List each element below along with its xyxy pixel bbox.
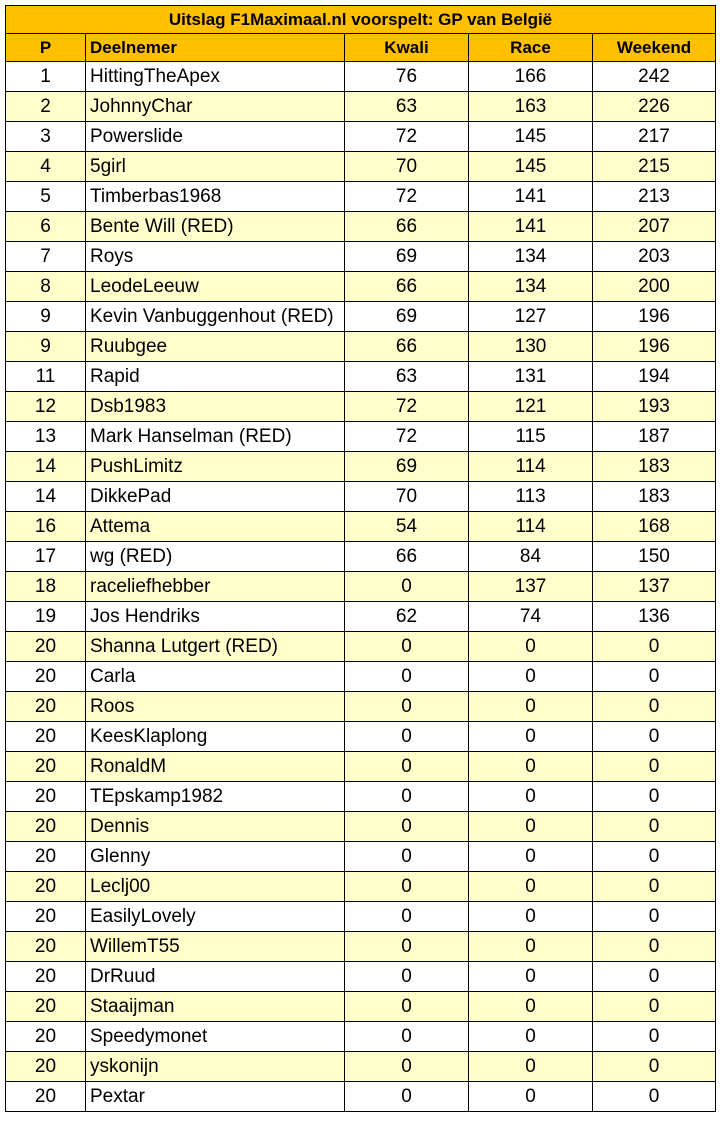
cell-participant: Attema	[86, 512, 345, 542]
cell-weekend: 207	[593, 212, 716, 242]
cell-weekend: 187	[593, 422, 716, 452]
cell-position: 19	[6, 602, 86, 632]
cell-participant: Shanna Lutgert (RED)	[86, 632, 345, 662]
cell-position: 20	[6, 632, 86, 662]
cell-participant: Roos	[86, 692, 345, 722]
table-row	[6, 632, 716, 662]
cell-weekend: 0	[593, 662, 716, 692]
cell-participant: JohnnyChar	[86, 92, 345, 122]
cell-race: 0	[469, 902, 593, 932]
cell-participant: Mark Hanselman (RED)	[86, 422, 345, 452]
cell-kwali: 0	[345, 692, 469, 722]
cell-kwali: 76	[345, 62, 469, 92]
cell-kwali: 69	[345, 302, 469, 332]
title-row	[6, 6, 716, 34]
cell-kwali: 0	[345, 1082, 469, 1112]
cell-position: 4	[6, 152, 86, 182]
cell-race: 113	[469, 482, 593, 512]
cell-kwali: 72	[345, 422, 469, 452]
cell-race: 130	[469, 332, 593, 362]
cell-position: 11	[6, 362, 86, 392]
cell-participant: TEpskamp1982	[86, 782, 345, 812]
cell-participant: raceliefhebber	[86, 572, 345, 602]
cell-participant: Speedymonet	[86, 1022, 345, 1052]
cell-kwali: 62	[345, 602, 469, 632]
cell-race: 0	[469, 1022, 593, 1052]
cell-weekend: 242	[593, 62, 716, 92]
cell-kwali: 0	[345, 752, 469, 782]
cell-participant: 5girl	[86, 152, 345, 182]
cell-kwali: 66	[345, 332, 469, 362]
table-row	[6, 932, 716, 962]
cell-race: 166	[469, 62, 593, 92]
cell-weekend: 183	[593, 452, 716, 482]
cell-participant: Carla	[86, 662, 345, 692]
cell-weekend: 183	[593, 482, 716, 512]
cell-weekend: 203	[593, 242, 716, 272]
table-row	[6, 512, 716, 542]
cell-kwali: 69	[345, 242, 469, 272]
cell-position: 14	[6, 482, 86, 512]
table-row	[6, 422, 716, 452]
cell-race: 114	[469, 452, 593, 482]
cell-weekend: 0	[593, 722, 716, 752]
cell-kwali: 0	[345, 632, 469, 662]
cell-position: 20	[6, 842, 86, 872]
cell-participant: Rapid	[86, 362, 345, 392]
header-weekend: Weekend	[593, 34, 716, 62]
cell-weekend: 150	[593, 542, 716, 572]
cell-participant: Dsb1983	[86, 392, 345, 422]
table-row	[6, 692, 716, 722]
table-row	[6, 782, 716, 812]
cell-race: 127	[469, 302, 593, 332]
cell-position: 20	[6, 752, 86, 782]
cell-participant: yskonijn	[86, 1052, 345, 1082]
cell-weekend: 0	[593, 932, 716, 962]
cell-weekend: 0	[593, 962, 716, 992]
cell-position: 2	[6, 92, 86, 122]
table-row	[6, 482, 716, 512]
cell-kwali: 0	[345, 962, 469, 992]
table-row	[6, 362, 716, 392]
cell-participant: Pextar	[86, 1082, 345, 1112]
cell-position: 6	[6, 212, 86, 242]
cell-race: 84	[469, 542, 593, 572]
cell-participant: Dennis	[86, 812, 345, 842]
cell-position: 20	[6, 902, 86, 932]
cell-race: 0	[469, 722, 593, 752]
cell-race: 115	[469, 422, 593, 452]
cell-race: 0	[469, 1052, 593, 1082]
cell-race: 163	[469, 92, 593, 122]
cell-race: 0	[469, 782, 593, 812]
cell-kwali: 0	[345, 842, 469, 872]
cell-kwali: 0	[345, 872, 469, 902]
cell-kwali: 70	[345, 482, 469, 512]
cell-position: 5	[6, 182, 86, 212]
table-row	[6, 1082, 716, 1112]
table-row	[6, 1022, 716, 1052]
cell-participant: DrRuud	[86, 962, 345, 992]
cell-participant: Jos Hendriks	[86, 602, 345, 632]
cell-kwali: 72	[345, 182, 469, 212]
cell-kwali: 72	[345, 392, 469, 422]
cell-kwali: 66	[345, 542, 469, 572]
cell-kwali: 0	[345, 722, 469, 752]
table-row	[6, 902, 716, 932]
table-row	[6, 542, 716, 572]
cell-position: 20	[6, 1022, 86, 1052]
cell-participant: Ruubgee	[86, 332, 345, 362]
cell-weekend: 137	[593, 572, 716, 602]
cell-participant: Leclj00	[86, 872, 345, 902]
cell-weekend: 0	[593, 1082, 716, 1112]
table-title: Uitslag F1Maximaal.nl voorspelt: GP van België	[6, 6, 716, 34]
cell-weekend: 136	[593, 602, 716, 632]
cell-race: 0	[469, 842, 593, 872]
header-race: Race	[469, 34, 593, 62]
cell-race: 74	[469, 602, 593, 632]
cell-weekend: 0	[593, 1052, 716, 1082]
cell-position: 7	[6, 242, 86, 272]
cell-participant: Glenny	[86, 842, 345, 872]
cell-race: 0	[469, 992, 593, 1022]
table-row	[6, 182, 716, 212]
cell-race: 0	[469, 752, 593, 782]
table-row	[6, 452, 716, 482]
cell-kwali: 54	[345, 512, 469, 542]
cell-weekend: 226	[593, 92, 716, 122]
cell-participant: RonaldM	[86, 752, 345, 782]
cell-position: 20	[6, 932, 86, 962]
cell-weekend: 0	[593, 752, 716, 782]
cell-kwali: 0	[345, 572, 469, 602]
cell-kwali: 0	[345, 812, 469, 842]
table-row	[6, 392, 716, 422]
table-row	[6, 92, 716, 122]
table-row	[6, 812, 716, 842]
cell-race: 0	[469, 812, 593, 842]
cell-weekend: 0	[593, 632, 716, 662]
cell-weekend: 200	[593, 272, 716, 302]
cell-kwali: 70	[345, 152, 469, 182]
cell-kwali: 0	[345, 1052, 469, 1082]
cell-participant: LeodeLeeuw	[86, 272, 345, 302]
cell-race: 114	[469, 512, 593, 542]
cell-race: 141	[469, 182, 593, 212]
cell-race: 134	[469, 242, 593, 272]
table-row	[6, 752, 716, 782]
cell-participant: Roys	[86, 242, 345, 272]
table-row	[6, 242, 716, 272]
cell-weekend: 0	[593, 812, 716, 842]
table-row	[6, 602, 716, 632]
cell-weekend: 0	[593, 1022, 716, 1052]
table-row	[6, 152, 716, 182]
header-participant: Deelnemer	[86, 34, 345, 62]
cell-weekend: 0	[593, 992, 716, 1022]
cell-position: 20	[6, 962, 86, 992]
cell-participant: DikkePad	[86, 482, 345, 512]
cell-race: 141	[469, 212, 593, 242]
cell-position: 20	[6, 872, 86, 902]
cell-weekend: 168	[593, 512, 716, 542]
cell-position: 8	[6, 272, 86, 302]
cell-position: 13	[6, 422, 86, 452]
cell-position: 20	[6, 662, 86, 692]
cell-race: 131	[469, 362, 593, 392]
cell-weekend: 0	[593, 872, 716, 902]
table-row	[6, 722, 716, 752]
cell-race: 0	[469, 632, 593, 662]
cell-participant: Bente Will (RED)	[86, 212, 345, 242]
cell-position: 1	[6, 62, 86, 92]
cell-participant: wg (RED)	[86, 542, 345, 572]
cell-participant: Timberbas1968	[86, 182, 345, 212]
cell-position: 9	[6, 332, 86, 362]
cell-race: 0	[469, 872, 593, 902]
cell-race: 0	[469, 932, 593, 962]
cell-position: 20	[6, 1082, 86, 1112]
cell-race: 145	[469, 122, 593, 152]
cell-position: 20	[6, 782, 86, 812]
cell-kwali: 72	[345, 122, 469, 152]
table-row	[6, 272, 716, 302]
cell-position: 17	[6, 542, 86, 572]
table-row	[6, 62, 716, 92]
cell-kwali: 0	[345, 992, 469, 1022]
cell-position: 18	[6, 572, 86, 602]
cell-weekend: 215	[593, 152, 716, 182]
header-position: P	[6, 34, 86, 62]
cell-kwali: 0	[345, 932, 469, 962]
cell-race: 0	[469, 1082, 593, 1112]
cell-participant: Powerslide	[86, 122, 345, 152]
cell-kwali: 0	[345, 902, 469, 932]
table-row	[6, 842, 716, 872]
cell-kwali: 0	[345, 782, 469, 812]
cell-race: 0	[469, 662, 593, 692]
cell-kwali: 66	[345, 272, 469, 302]
cell-weekend: 196	[593, 332, 716, 362]
cell-kwali: 63	[345, 92, 469, 122]
table-row	[6, 572, 716, 602]
table-row	[6, 212, 716, 242]
cell-weekend: 193	[593, 392, 716, 422]
cell-position: 20	[6, 812, 86, 842]
cell-position: 3	[6, 122, 86, 152]
table-row	[6, 962, 716, 992]
table-row	[6, 1052, 716, 1082]
table-row	[6, 122, 716, 152]
cell-participant: KeesKlaplong	[86, 722, 345, 752]
cell-participant: HittingTheApex	[86, 62, 345, 92]
cell-position: 12	[6, 392, 86, 422]
cell-participant: EasilyLovely	[86, 902, 345, 932]
cell-position: 20	[6, 692, 86, 722]
header-row	[6, 34, 716, 62]
table-row	[6, 662, 716, 692]
cell-participant: PushLimitz	[86, 452, 345, 482]
cell-weekend: 194	[593, 362, 716, 392]
cell-kwali: 63	[345, 362, 469, 392]
cell-position: 14	[6, 452, 86, 482]
header-kwali: Kwali	[345, 34, 469, 62]
cell-participant: Kevin Vanbuggenhout (RED)	[86, 302, 345, 332]
cell-position: 20	[6, 722, 86, 752]
cell-race: 0	[469, 962, 593, 992]
cell-position: 9	[6, 302, 86, 332]
table-body	[6, 62, 716, 1112]
cell-weekend: 0	[593, 842, 716, 872]
cell-race: 0	[469, 692, 593, 722]
cell-weekend: 217	[593, 122, 716, 152]
cell-position: 20	[6, 1052, 86, 1082]
table-row	[6, 872, 716, 902]
cell-race: 145	[469, 152, 593, 182]
table-row	[6, 332, 716, 362]
cell-weekend: 0	[593, 692, 716, 722]
cell-weekend: 0	[593, 902, 716, 932]
cell-weekend: 196	[593, 302, 716, 332]
cell-race: 137	[469, 572, 593, 602]
cell-kwali: 66	[345, 212, 469, 242]
table-row	[6, 302, 716, 332]
cell-kwali: 69	[345, 452, 469, 482]
cell-position: 16	[6, 512, 86, 542]
cell-weekend: 0	[593, 782, 716, 812]
cell-participant: Staaijman	[86, 992, 345, 1022]
cell-weekend: 213	[593, 182, 716, 212]
results-table	[5, 5, 716, 1112]
cell-position: 20	[6, 992, 86, 1022]
cell-race: 121	[469, 392, 593, 422]
cell-kwali: 0	[345, 1022, 469, 1052]
table-row	[6, 992, 716, 1022]
cell-kwali: 0	[345, 662, 469, 692]
cell-race: 134	[469, 272, 593, 302]
cell-participant: WillemT55	[86, 932, 345, 962]
